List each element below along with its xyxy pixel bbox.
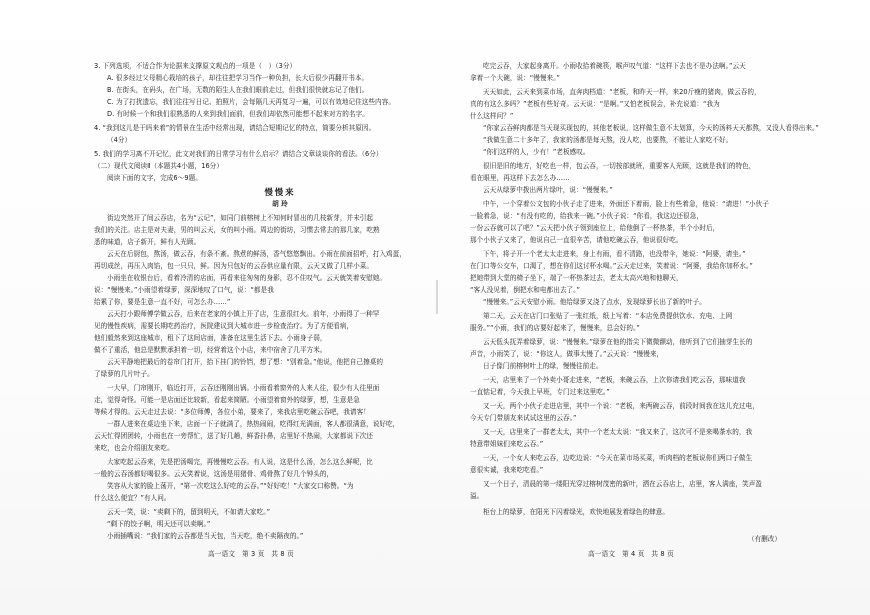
option-b: B. 在街头，在码头，在广场，无数的陌生人在我们眼前走过，但我们很快就忘记了他们。 <box>107 86 369 94</box>
paragraph-line: 小雨插嘴说：“我们家的云吞都是当天包，当天吃，绝不卖隔夜的。” <box>107 532 304 540</box>
paragraph-line: 特意带姐妹们来吃云吞。” <box>470 440 544 448</box>
paragraph-line: 小雨坐在收银台后，看着冷清的店面，再看来往匆匆的身影，忍不住叹气。云天就笑着安慰她。 <box>107 274 387 282</box>
option-d: D. 有时候一个和我们很熟悉的人来到我们面前，但我们却依然可能想不起来对方的名字。 <box>107 110 369 118</box>
paragraph-line: 做不了重活，他总是默默承担着一切，经营着这个小店，来中宿舍了几平方米。 <box>94 346 327 354</box>
paragraph-line: 云天在后厨包，熬汤，做云吞，有条不紊。熬煮的鲜汤，香气悠悠飘出。小雨在前面招呼，打入鸡蛋， <box>107 250 406 258</box>
paragraph-line: 大家吃起云吞来，先是把汤喝完，再慢慢吃云吞。有人说，这是什么汤，怎么这么鲜呢，比 <box>107 458 373 466</box>
paragraph-line: 等候才得的。云天走过去说：“多位师傅，各位小弟，要来了，来我店里吃碗云吞吧，我请客！ <box>94 408 370 416</box>
paragraph-line: “慢慢来。”云天安慰小雨。他给绿萝又浇了点水，发现绿萝长出了新的叶子。 <box>483 298 706 306</box>
adapted-note: （有删改） <box>748 535 781 543</box>
paragraph-line: 云天一笑，说：“卖剩下的，留到明天，不如请大家吃。” <box>107 508 271 516</box>
paragraph-line: 云天打小跟师傅学做云吞，后来在老家的小镇上开了店，生意很红火。前年，小雨得了一种罕 <box>107 310 380 318</box>
paragraph-line: 笑容从大家的脸上荡开，“第一次吃这么好吃的云吞。”“好好吃！”大家交口称赞。“为 <box>107 482 354 490</box>
paragraph-line: 又一天，店里来了一群老太太，其中一个老太太说：“我又来了，这次可不是来喝茶水的，我 <box>483 428 753 436</box>
paragraph-line: 什么这样问？” <box>470 112 514 120</box>
paragraph-line: “你们这样的人，少有！”老板感叹。 <box>483 148 590 156</box>
paragraph-line: 了绿萝的几片叶子。 <box>94 370 154 378</box>
page-4 <box>470 60 842 580</box>
paragraph-line: 云天忙得团团转，小雨也在一旁帮忙，送了好几趟，鲜香扑鼻，店里好不热闹，大家都说下次还 <box>94 432 374 440</box>
paragraph-line: 吃完云吞，大家起身离开。小雨收拾着碗筷，喉声叹气道：“这样下去也不是办法啊。”云天 <box>483 62 746 70</box>
paragraph-line: 一天，一个女人来吃云吞，边吃边说：“今天在菜市场买菜，听肉档的老板说你们两口子做生 <box>483 454 753 462</box>
question-4: 4. “我到这儿是干吗来着”的情景在生活中经常出现，请结合短期记忆的特点，简要分析其原因。 <box>94 124 376 132</box>
paragraph-line: 再切成丝，再压入肉馅，包一只只，鲜。因为只包好的云吞供应量有限，云天又做了几样小菜。 <box>94 262 374 270</box>
page-4-footer: 高一语文 第 4 页 共 8 页 <box>588 550 674 558</box>
paragraph-line: 下午，将子开一个老太太走进来，身上有雨，看不清路，也没带伞，她说：“阿婆，请坐。” <box>483 250 746 258</box>
paragraph-line: 来吃，也会介绍朋友来吃。 <box>94 444 174 452</box>
page-3-footer: 高一语文 第 3 页 共 8 页 <box>208 550 294 558</box>
paragraph-line: “剩下的饺子啊，明天还可以卖啊。” <box>107 520 211 528</box>
paragraph-line: 拿着一个大碗，说：“慢慢来。” <box>470 74 560 82</box>
paragraph-line: 天天如此，云天来到菜市场，直奔肉档道：“老板，和昨天一样，来20斤瘦的猪肉，做云吞的， <box>483 88 761 96</box>
paragraph-line: 见的慢性疾病，需要长期吃药治疗，医院建议到大城市进一步检查治疗。为了方便看病， <box>94 322 354 330</box>
paragraph-line: 又一天，两个小伙子走进店里，其中一个说：“老板，来两碗云吞，前段时间我在这儿充过电， <box>483 402 759 410</box>
paragraph-line: 街边突然开了间云吞店，名为“云记”，如同门前榕树上不知何时冒出的几枝新芽，并未引起 <box>107 214 374 222</box>
paragraph-line: 第二天，云天在店门口张贴了一张红纸，纸上写着：“本店免费提供饮水、充电、上网 <box>483 312 733 320</box>
paragraph-line: 一大早，门帘刚开，临近打开，云吞还刚刚出锅。小雨看着窗外的人来人往，很少有人往里面 <box>107 384 380 392</box>
paragraph-line: 声音，小雨笑了，说：“你这人，做事太慢了。”云天说：“慢慢来， <box>470 350 664 358</box>
article-title: 慢慢来 <box>264 187 296 197</box>
paragraph-line: 云天平静地把最后的卷帘门打开，抬下挂门的铃铛，想了想：“别着急。”他说，他把自己擦桌的 <box>107 358 384 366</box>
paragraph-line: 意很实诚，我来吃吃看。” <box>470 466 544 474</box>
paragraph-line: 又一个日子，清晨的第一缕阳光穿过榕树茂密的新叶，洒在云吞店上，店里，客人满座，笑声盈 <box>483 480 763 488</box>
paragraph-line: 一脸着急，说：“有没有吃的，给我来一碗。”小伙子说：“你看，我这边还很急， <box>470 212 703 220</box>
paragraph-line: 服务。”“小雨，我们的店要好起来了，慢慢来，总会好的。” <box>470 324 640 332</box>
paragraph-line: 什么这么便宜？”有人问。 <box>94 494 171 502</box>
paragraph-line: 我们的关注。店主是对夫妻，男的叫云天，女的叫小雨。周边的街坊，习惯去常去的那几家，吃熟 <box>94 226 380 234</box>
paragraph-line: 真的有这么多吗？”老板有些好奇。云天说：“是啊。”又怕老板误会，补充说道：“我为 <box>470 100 720 108</box>
paragraph-line: 今天专门带朋友来试试这里的云吞。” <box>470 414 577 422</box>
paragraph-line: 说：“慢慢来。”小雨望着绿萝，深深地叹了口气，说：“都是我 <box>94 286 274 294</box>
option-c: C. 为了打扰遗忘，我们往往写日记、拍照片，会每隔几天再复习一遍，可以有效地记住这些内容。 <box>107 98 395 106</box>
paragraph-line: 他们毅然来到这座城市，租下了这间店面，准备在这里生活下去。小雨身子弱， <box>94 334 327 342</box>
paragraph-line: 把她带到大堂的椅子坐下，端了一杯热茶过去，老太太高兴地和他聊天， <box>470 274 683 282</box>
question-4-score: （4分） <box>107 136 132 144</box>
paragraph-line: 柜台上的绿萝，在阳光下闪着绿光，欢快地展发着绿色的肆意。 <box>483 508 670 516</box>
paragraph-line: 一份云吞就可以了吧？”云天把小伙子领到座位上，给他倒了一杯热茶，半个小时后， <box>470 224 720 232</box>
paragraph-line: 走，觉得奇怪。可能一是店面还比较新，看起来简陋。小雨望着窗外的绿萝，想，生意是急 <box>94 396 360 404</box>
paragraph-line: 一直惦记着，今天我上早班，专门过来这里吃。” <box>470 388 610 396</box>
paragraph-line: 日子像门前榕树叶上的绿，慢慢往前走。 <box>483 362 603 370</box>
paragraph-line: “我做生意二十多年了，我家的汤都是每天熬，没人吃，也要熬，不能让人家吃不好。 <box>483 136 733 144</box>
paragraph-line: 给累了你，要是生意一直不好，可怎么办……” <box>94 298 231 306</box>
paragraph-line: 中午，一个穿着公文包的小伙子走了进来，外面还下着雨，脸上有些着急，他说：“请进！”小伙子 <box>483 200 769 208</box>
section-heading: （二）现代文阅读Ⅱ（本题共4小题，16分） <box>94 162 223 170</box>
paragraph-line: 一般的云吞汤都好喝很多。云天笑着说，这汤是用猪骨、鸡骨熬了好几个钟头的， <box>94 470 334 478</box>
option-a: A. 很多经过父母精心栽培的孩子，却往往把学习当作一种负担，长大后很少再翻开书本。 <box>107 74 369 82</box>
page-3 <box>94 60 466 580</box>
paragraph-line: “你家云吞鲜肉都是当天现买现包的，其他老板说，这样做生意不太划算，今天的汤料天天都熬，又没人看得出来。” <box>483 124 819 132</box>
paragraph-line: 一群人进来在桌边坐下来，店面一下子就满了，热热闹闹，吃得红光满面，客人都很满意，说好吃， <box>107 420 400 428</box>
section-instruction: 阅读下面的文字，完成6～9题。 <box>107 174 202 182</box>
paragraph-line: “客人没见着，倒把水和电都出去了。” <box>470 286 580 294</box>
paragraph-line: 一天，店里来了一个外卖小哥走进来，“老板，来碗云吞，上次你请我们吃云吞，那味道我 <box>483 376 746 384</box>
paragraph-line: 云天低头抚弄着绿萝，说：“慢慢来。”绿萝在他的指尖下微微颤动，他听到了它们抽芽生长的 <box>483 338 753 346</box>
paragraph-line: 很旧是旧的地方，好吃也一样，包云吞，一切按部就班，重要客人光顾，这就是我们的特色， <box>483 162 756 170</box>
paragraph-line: 溢。 <box>470 492 484 500</box>
paragraph-line: 云天从绿萝中拨出两片绿叶，说：“慢慢来。” <box>483 186 613 194</box>
paragraph-line: 在门口等公交车，口渴了，想在你们这讨杯水喝。”云天走过来，笑着说：“阿婆，我给你加杯水。” <box>470 262 753 270</box>
paragraph-line: 那个小伙子又来了，他说自己一直很辛苦，请他吃碗云吞，他说很好吃。 <box>470 236 683 244</box>
paragraph-line: 看在眼里，再这样下去怎么办…… <box>470 174 570 182</box>
question-3: 3. 下列选项，不适合作为论据来支撑原文观点的一项是（ ）（3分） <box>94 62 297 70</box>
article-author: 胡 玲 <box>272 200 288 208</box>
paragraph-line: 悉的味道，店子新开，鲜有人光顾。 <box>94 238 201 246</box>
question-5: 5. 我们的学习离不开记忆，此文对我们的日常学习有什么启示？请结合文章谈谈你的看法。（6分） <box>94 150 383 158</box>
